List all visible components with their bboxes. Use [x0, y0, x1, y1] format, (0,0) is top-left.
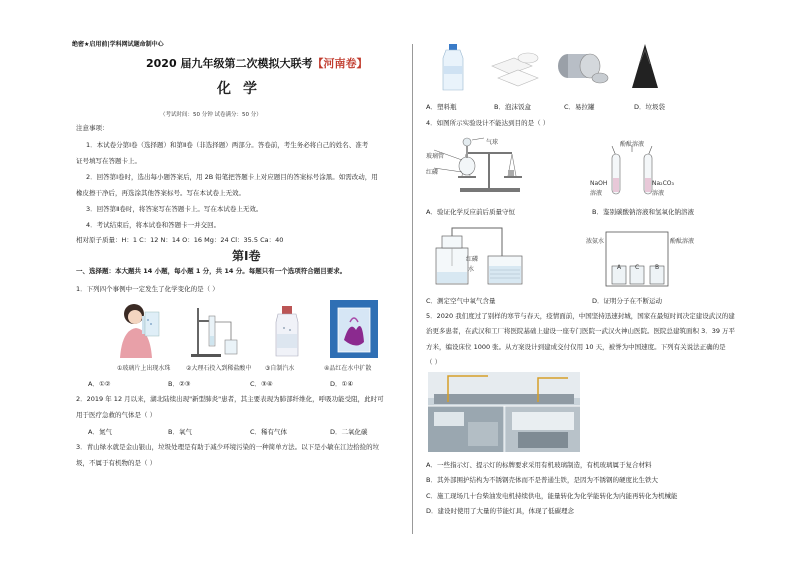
q2-stem-cont: 用于医疗急救的气体是（ ） — [76, 411, 157, 419]
q4-label-red-p2: 红磷 — [466, 256, 479, 263]
note-line: 证号填写在答题卡上。 — [76, 157, 141, 165]
q4-label-glass-tube: 玻璃管 — [426, 153, 445, 160]
q3-option-d[interactable]: D．垃圾袋 — [634, 103, 666, 111]
q5-stem-cont: 治更多患者，在武汉和工厂将医院基础上建设一座专门医院一武汉火神山医院。医院总建筑面积 3．39 万平 — [426, 327, 736, 335]
q4-option-a[interactable]: A．验证化学反应前后质量守恒 — [426, 208, 515, 216]
q5-stem: 5．2020 我们度过了别样的寒节与春天，疫情面前，中国坚持迅速封城，国家在最短时间决定建设武汉的建 — [426, 312, 735, 320]
part-heading: 第Ⅰ卷 — [232, 249, 261, 263]
q1-caption: ②大理石投入到稀盐酸中 — [186, 365, 252, 372]
title-region: 【河南卷】 — [312, 57, 368, 70]
q4-label-phenol2: 酚酞溶液 — [670, 238, 695, 245]
q2-option-d[interactable]: D．二氧化碳 — [330, 428, 368, 436]
q4-label-beaker-a: A — [617, 264, 622, 271]
q1-option-a[interactable]: A．①② — [88, 380, 111, 388]
q4-label-beaker-c: C — [635, 264, 640, 271]
q4-label-naoh: NaOH — [590, 180, 608, 187]
note-line: 橡皮擦干净后，再选涂其他答案标号。写在本试卷上无效。 — [76, 189, 245, 197]
q5-image-hospital-construction — [428, 372, 580, 452]
note-line: 3．回答第Ⅱ卷时，将答案写在答题卡上。写在本试卷上无效。 — [86, 205, 263, 213]
q4-label-na2co3: Na₂CO₃ — [652, 180, 674, 187]
q2-option-c[interactable]: C．稀有气体 — [250, 428, 288, 436]
q1-image-dye-diffusion — [330, 300, 378, 358]
q5-option-c[interactable]: C．施工现场几十台柴油发电机持续供电，能量转化为化学能转化为内能再转化为机械能 — [426, 492, 678, 500]
q4-label-naoh-sol: 溶液 — [590, 190, 603, 197]
q4-label-na2co3-sol: 溶液 — [652, 190, 665, 197]
q1-option-b[interactable]: B．②③ — [168, 380, 191, 388]
q3-option-b[interactable]: B．泡沫饭盒 — [494, 103, 531, 111]
q5-option-b[interactable]: B．其外部围护结构为不锈钢壳体而不是普通生铁，是因为不锈钢的硬度比生铁大 — [426, 476, 658, 484]
section-heading: 一、选择题：本大题共 14 小题，每小题 1 分，共 14 分。每题只有一个选项符合题目要求。 — [76, 267, 347, 275]
brand-header: 绝密★启用前|学科网试题命制中心 — [72, 41, 164, 48]
q4-label-beaker-b: B — [655, 264, 660, 271]
q4-option-d[interactable]: D．证明分子在不断运动 — [592, 297, 663, 305]
q4-option-c[interactable]: C．测定空气中氧气含量 — [426, 297, 496, 305]
q1-option-d[interactable]: D．①④ — [330, 380, 354, 388]
column-divider — [412, 44, 413, 534]
q1-image-breathing-girl — [112, 300, 172, 358]
q4-label-balloon: 气球 — [486, 139, 499, 146]
q4-option-b[interactable]: B．鉴别碳酸钠溶液和氢氧化钠溶液 — [592, 208, 694, 216]
q3-option-c[interactable]: C．易拉罐 — [564, 103, 595, 111]
q3-image-garbage-bag — [628, 42, 662, 92]
atomic-masses: 相对原子质量：H：1 C：12 N：14 O：16 Mg：24 Cl：35.5 Ca：40 — [76, 236, 284, 244]
q5-stem-cont: 方米，编设床位 1000 张。从方案设计到建成交付仅用 10 天，被誉为中国速度。下列有关说法正确的是 — [426, 343, 726, 351]
q2-stem: 2．2019 年 12 月以来，湖北陆续出现"新型肺炎"患者，其主要表现为肺部纤维化，呼吸功能受阻，此时可 — [76, 395, 384, 403]
q4-stem: 4．如图所示实验设计不能达到目的是（ ） — [426, 119, 550, 127]
q3-option-a[interactable]: A．塑料瓶 — [426, 103, 457, 111]
q3-stem: 3．青山绿水就是金山银山，垃圾处理是有助于减少环境污染的一种简单方法。以下是小敏在江边拾捡的垃 — [76, 443, 380, 451]
subject-title: 化学 — [217, 81, 269, 97]
note-line: 2．回答第Ⅰ卷时，选出每小题答案后，用 2B 铅笔把答题卡上对应题目的答案标号涂黑。如需改动，用 — [86, 173, 378, 181]
q3-stem-cont: 圾，不属于有机物的是（ ） — [76, 459, 157, 467]
q1-caption: ①玻璃片上出现水珠 — [117, 365, 171, 372]
page-title — [146, 55, 367, 71]
q1-caption: ③自制汽水 — [265, 365, 295, 372]
q3-image-foam-boxes — [488, 46, 544, 88]
note-line: 4．考试结束后，将本试卷和答题卡一并交回。 — [86, 221, 221, 229]
q4-label-water: 水 — [468, 266, 475, 273]
q4-diagram-molecule-motion — [596, 226, 678, 288]
q1-caption: ④品红在水中扩散 — [324, 365, 372, 372]
q4-diagram-balance — [430, 132, 530, 196]
note-line: 1．本试卷分第Ⅰ卷（选择题）和第Ⅱ卷（非选择题）两部分。答卷前，考生务必将自己的姓名、准考 — [86, 141, 369, 149]
q5-option-a[interactable]: A．一些指示灯、提示灯的标牌要求采用有机玻璃制造，有机玻璃属于复合材料 — [426, 461, 652, 469]
q1-image-soda-bottle — [262, 300, 312, 358]
q2-option-b[interactable]: B．氧气 — [168, 428, 192, 436]
q5-option-d[interactable]: D．建设时使用了大量的节能灯具，体现了低碳理念 — [426, 507, 575, 515]
q3-image-plastic-bottle — [436, 42, 470, 92]
q4-label-conc-ammonia: 浓氨水 — [586, 238, 605, 245]
notes-heading: 注意事项： — [76, 124, 109, 132]
exam-info: （考试时间：50 分钟 试卷满分：50 分） — [160, 112, 262, 118]
q2-option-a[interactable]: A．氮气 — [88, 428, 112, 436]
q1-stem: 1．下列四个事例中一定发生了化学变化的是（ ） — [76, 285, 219, 293]
q1-option-c[interactable]: C．③④ — [250, 380, 273, 388]
title-prefix: 2020 届九年级第二次模拟大联考 — [146, 57, 313, 70]
q4-label-phenol: 酚酞溶液 — [620, 141, 645, 148]
q3-image-cans — [554, 46, 612, 86]
q4-label-red-p: 红磷 — [426, 169, 439, 176]
q5-stem-cont: （ ） — [426, 358, 442, 366]
q4-diagram-oxygen-test — [428, 222, 534, 288]
q1-image-marble-acid — [183, 300, 243, 358]
